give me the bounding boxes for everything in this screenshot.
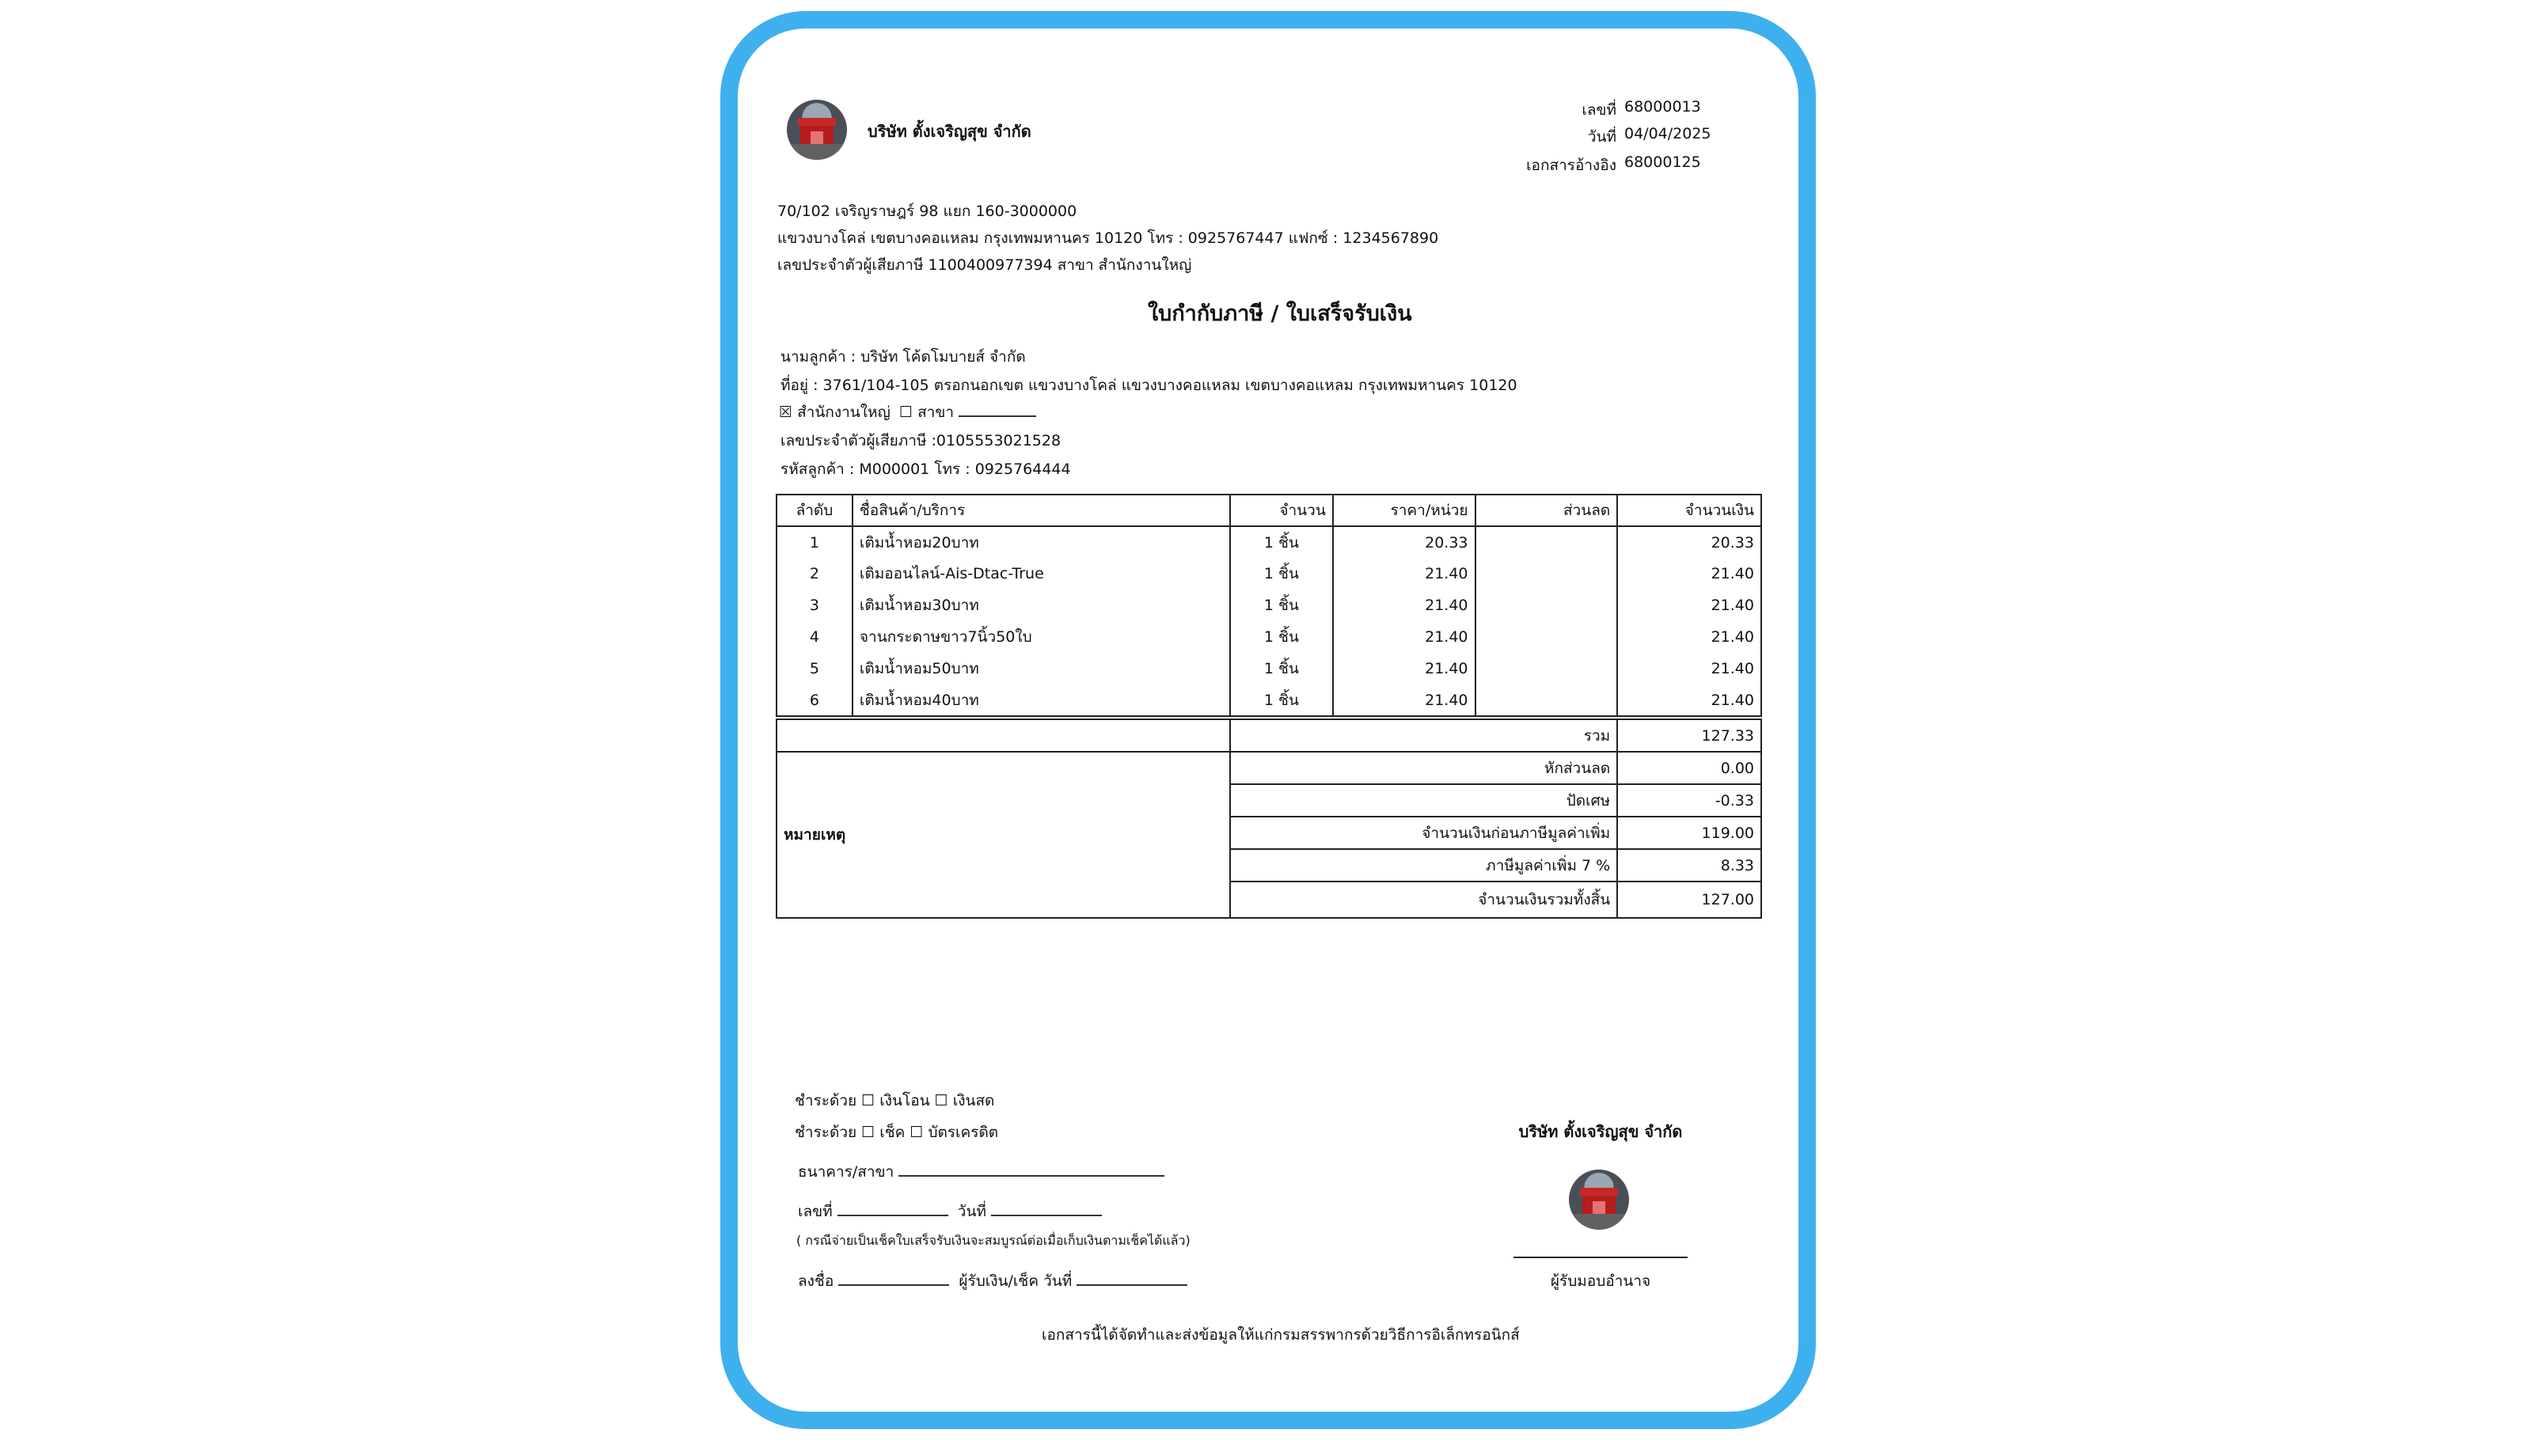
row-unit-price: 21.40 (1333, 621, 1475, 653)
row-discount (1475, 684, 1618, 716)
table-row (777, 590, 1761, 621)
col-header-qty: จำนวน (1230, 495, 1333, 526)
col-header-item: ชื่อสินค้า/บริการ (853, 495, 1230, 526)
col-header-discount: ส่วนลด (1475, 495, 1618, 526)
receiver-sign-field: ลงชื่อ ผู้รับเงิน/เช็ค วันที่ (798, 1269, 1187, 1293)
summary-discount-row (777, 752, 1761, 784)
row-amount: 21.40 (1617, 621, 1761, 653)
col-header-amount: จำนวนเงิน (1617, 495, 1761, 526)
items-table (776, 494, 1762, 717)
row-unit-price: 21.40 (1333, 590, 1475, 621)
grand-total-value: 127.00 (1617, 882, 1761, 918)
row-discount (1475, 558, 1618, 590)
remark-cell: หมายเหตุ (777, 752, 1230, 918)
customer-name: นามลูกค้า : บริษัท โค้ดโมบายส์ จำกัด (780, 348, 1026, 366)
table-header-row (777, 495, 1761, 526)
row-amount: 21.40 (1617, 653, 1761, 684)
head-office-checkbox: ☒ สำนักงานใหญ่ (779, 404, 891, 421)
document-title: ใบกำกับภาษี / ใบเสร็จรับเงิน (1148, 301, 1412, 326)
number-label: เลขที่ (1582, 101, 1616, 119)
row-no: 4 (777, 621, 853, 653)
row-item-name: เติมน้ำหอม40บาท (853, 684, 1230, 716)
row-qty: 1 ชิ้น (1230, 653, 1333, 684)
row-no: 2 (777, 558, 853, 590)
bank-branch-field: ธนาคาร/สาขา (798, 1160, 1164, 1184)
row-discount (1475, 590, 1618, 621)
row-discount (1475, 653, 1618, 684)
pre-vat-label: จำนวนเงินก่อนภาษีมูลค่าเพิ่ม (1230, 817, 1617, 849)
check-number-date-field: เลขที่ วันที่ (798, 1200, 1102, 1223)
number-value: 68000013 (1624, 98, 1701, 116)
row-no: 6 (777, 684, 853, 716)
row-unit-price: 20.33 (1333, 526, 1475, 558)
row-item-name: เติมออนไลน์-Ais-Dtac-True (853, 558, 1230, 590)
pre-vat-value: 119.00 (1617, 817, 1761, 849)
company-address-line2: แขวงบางโคล่ เขตบางคอแหลม กรุงเทพมหานคร 10120 โทร : 0925767447 แฟกซ์ : 1234567890 (777, 229, 1439, 247)
row-qty: 1 ชิ้น (1230, 684, 1333, 716)
row-qty: 1 ชิ้น (1230, 621, 1333, 653)
vat-label: ภาษีมูลค่าเพิ่ม 7 % (1230, 849, 1617, 882)
total-label: รวม (1230, 719, 1617, 752)
grand-total-label: จำนวนเงินรวมทั้งสิ้น (1230, 882, 1617, 918)
row-amount: 20.33 (1617, 526, 1761, 558)
summary-blank-cell (777, 719, 1230, 752)
check-note: ( กรณีจ่ายเป็นเช็คใบเสร็จรับเงินจะสมบูรณ์ต่อเมื่อเก็บเงินตามเช็คได้แล้ว) (796, 1233, 1191, 1248)
signature-company-name: บริษัท ตั้งเจริญสุข จำกัด (1518, 1122, 1683, 1141)
table-row (777, 653, 1761, 684)
electronic-submission-note: เอกสารนี้ได้จัดทำและส่งข้อมูลให้แก่กรมสรรพากรด้วยวิธีการอิเล็กทรอนิกส์ (1042, 1326, 1520, 1344)
branch-checkbox: ☐ สาขา (899, 400, 1036, 424)
vat-value: 8.33 (1617, 849, 1761, 882)
row-discount (1475, 621, 1618, 653)
payment-method-line2: ชำระด้วย ☐ เช็ค ☐ บัตรเครดิต (795, 1124, 999, 1141)
row-amount: 21.40 (1617, 590, 1761, 621)
customer-tax-id: เลขประจำตัวผู้เสียภาษี :0105553021528 (780, 432, 1061, 449)
row-unit-price: 21.40 (1333, 684, 1475, 716)
row-discount (1475, 526, 1618, 558)
row-item-name: เติมน้ำหอม20บาท (853, 526, 1230, 558)
reference-label: เอกสารอ้างอิง (1526, 157, 1616, 174)
table-row (777, 621, 1761, 653)
row-item-name: เติมน้ำหอม50บาท (853, 653, 1230, 684)
row-qty: 1 ชิ้น (1230, 558, 1333, 590)
row-qty: 1 ชิ้น (1230, 526, 1333, 558)
payment-method-line1: ชำระด้วย ☐ เงินโอน ☐ เงินสด (795, 1092, 995, 1109)
rounding-label: ปัดเศษ (1230, 784, 1617, 817)
date-value: 04/04/2025 (1624, 125, 1711, 142)
table-row (777, 526, 1761, 558)
discount-value: 0.00 (1617, 752, 1761, 784)
company-logo (787, 100, 847, 160)
row-amount: 21.40 (1617, 684, 1761, 716)
date-label: วันที่ (1587, 128, 1616, 146)
company-tax-line: เลขประจำตัวผู้เสียภาษี 1100400977394 สาขา สำนักงานใหญ่ (777, 256, 1192, 274)
row-no: 5 (777, 653, 853, 684)
row-amount: 21.40 (1617, 558, 1761, 590)
discount-label: หักส่วนลด (1230, 752, 1617, 784)
rounding-value: -0.33 (1617, 784, 1761, 817)
row-unit-price: 21.40 (1333, 653, 1475, 684)
table-row (777, 684, 1761, 716)
row-qty: 1 ชิ้น (1230, 590, 1333, 621)
customer-address: ที่อยู่ : 3761/104-105 ตรอกนอกเขต แขวงบางโคล่ แขวงบางคอแหลม เขตบางคอแหลม กรุงเทพมหานคร 10120 (780, 377, 1517, 394)
col-header-unit-price: ราคา/หน่วย (1333, 495, 1475, 526)
summary-table (776, 719, 1762, 919)
row-item-name: จานกระดาษขาว7นิ้ว50ใบ (853, 621, 1230, 653)
col-header-no: ลำดับ (777, 495, 853, 526)
total-value: 127.33 (1617, 719, 1761, 752)
table-row (777, 558, 1761, 590)
company-address-line1: 70/102 เจริญราษฎร์ 98 แยก 160-3000000 (777, 203, 1077, 220)
company-name: บริษัท ตั้งเจริญสุข จำกัด (868, 122, 1031, 141)
signature-line (1513, 1257, 1688, 1258)
customer-code: รหัสลูกค้า : M000001 โทร : 0925764444 (780, 461, 1071, 478)
signature-stamp-logo (1569, 1170, 1629, 1230)
row-unit-price: 21.40 (1333, 558, 1475, 590)
row-item-name: เติมน้ำหอม30บาท (853, 590, 1230, 621)
row-no: 3 (777, 590, 853, 621)
row-no: 1 (777, 526, 853, 558)
summary-total-row (777, 719, 1761, 752)
reference-value: 68000125 (1624, 154, 1701, 171)
signature-role: ผู้รับมอบอำนาจ (1550, 1272, 1651, 1290)
